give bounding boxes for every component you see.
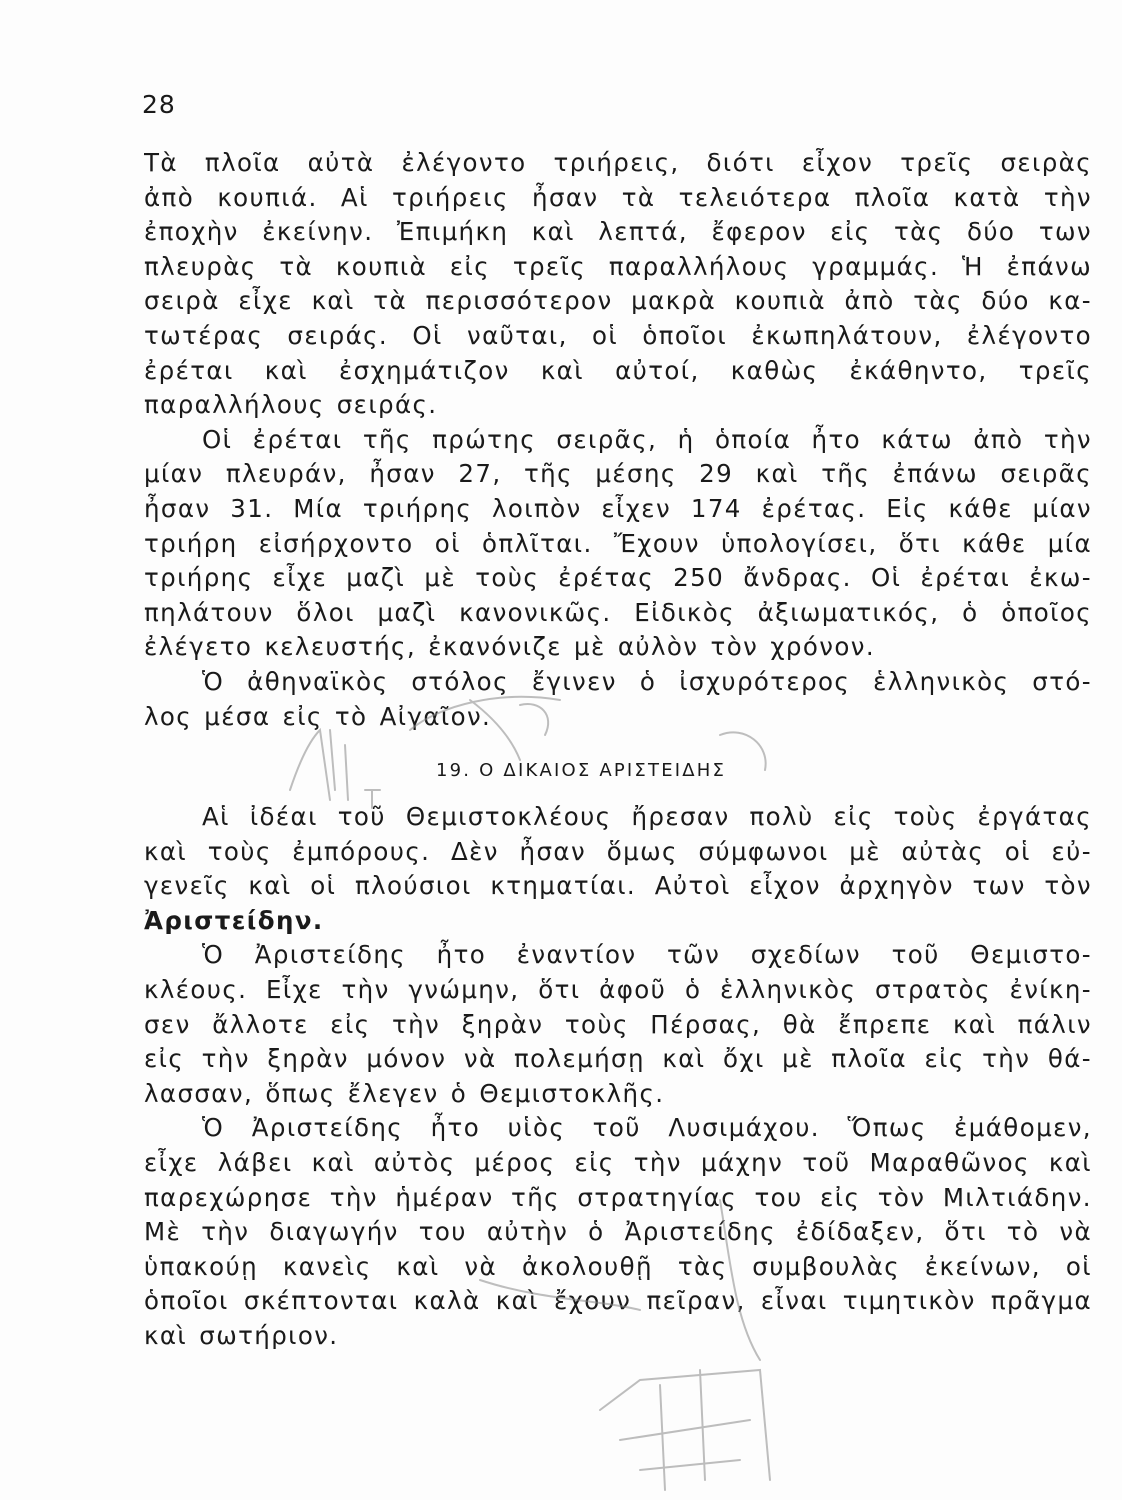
page-number: 28 xyxy=(142,90,176,119)
text-top xyxy=(144,146,1092,734)
text-line: ἦσαν 31. Μία τριήρης λοιπὸν εἶχεν 174 ἐρέτας. Εἰς κάθε μίαν xyxy=(144,493,1092,523)
text-line: εἰς τὴν ξηρὰν μόνον νὰ πολεμήσῃ καὶ ὄχι μὲ πλοῖα εἰς τὴν θά- xyxy=(144,1044,1092,1074)
text-line: παραλλήλους σειράς. xyxy=(144,390,438,420)
text-line: Τὰ πλοῖα αὐτὰ ἐλέγοντο τριήρεις, διότι εἶχον τρεῖς σειρὰς xyxy=(144,148,1092,177)
text-line: γενεῖς καὶ οἱ πλούσιοι κτηματίαι. Αὐτοὶ εἶχον ἀρχηγὸν των τὸν xyxy=(144,871,1092,901)
text-line: σειρὰ εἶχε καὶ τὰ περισσότερον μακρὰ κουπιὰ ἀπὸ τὰς δύο κα- xyxy=(144,286,1092,316)
text-line: πηλάτουν ὅλοι μαζὶ κανονικῶς. Εἰδικὸς ἀξιωματικός, ὁ ὁποῖος xyxy=(144,597,1092,627)
text-line: καὶ τοὺς ἐμπόρους. Δὲν ἦσαν ὅμως σύμφωνοι μὲ αὐτὰς οἱ εὐ- xyxy=(144,836,1092,866)
text-line: λασσαν, ὅπως ἔλεγεν ὁ Θεμιστοκλῆς. xyxy=(144,1078,665,1108)
text-line: ἐρέται καὶ ἐσχημάτιζον καὶ αὐτοί, καθὼς ἐκάθηντο, τρεῖς xyxy=(144,355,1092,385)
text-line: μίαν πλευράν, ἦσαν 27, τῆς μέσης 29 καὶ τῆς ἐπάνω σειρᾶς xyxy=(144,459,1092,489)
text-line: εἶχε λάβει καὶ αὐτὸς μέρος εἰς τὴν μάχην τοῦ Μαραθῶνος καὶ xyxy=(144,1147,1092,1177)
text-line: πλευρὰς τὰ κουπιὰ εἰς τρεῖς παραλλήλους γραμμάς. Ἡ ἐπάνω xyxy=(144,251,1092,281)
text-line: τριήρη εἰσήρχοντο οἱ ὁπλῖται. Ἔχουν ὑπολογίσει, ὅτι κάθε μία xyxy=(144,528,1092,558)
text-line: καὶ σωτήριον. xyxy=(144,1320,339,1350)
text-line: τωτέρας σειράς. Οἱ ναῦται, οἱ ὁποῖοι ἐκωπηλάτουν, ἐλέγοντο xyxy=(144,320,1092,350)
text-line: Οἱ ἐρέται τῆς πρώτης σειρᾶς, ἡ ὁποία ἦτο κάτω ἀπὸ τὴν xyxy=(202,424,1092,454)
text-bottom xyxy=(144,800,1092,1354)
bold-name: Ἀριστείδην. xyxy=(144,905,324,935)
text-line: Αἱ ἰδέαι τοῦ Θεμιστοκλέους ἤρεσαν πολὺ εἰς τοὺς ἐργάτας xyxy=(202,802,1092,831)
text-line: τριήρης εἶχε μαζὶ μὲ τοὺς ἐρέτας 250 ἄνδρας. Οἱ ἐρέται ἐκω- xyxy=(144,563,1092,593)
text-line: παρεχώρησε τὴν ἡμέραν τῆς στρατηγίας του εἰς τὸν Μιλτιάδην. xyxy=(144,1182,1092,1212)
text-line: κλέους. Εἶχε τὴν γνώμην, ὅτι ἀφοῦ ὁ ἑλληνικὸς στρατὸς ἐνίκη- xyxy=(144,974,1092,1004)
text-line: ἐλέγετο κελευστής, ἐκανόνιζε μὲ αὐλὸν τὸν χρόνον. xyxy=(144,632,876,662)
text-line: Ὁ ἀθηναϊκὸς στόλος ἔγινεν ὁ ἰσχυρότερος ἑλληνικὸς στό- xyxy=(202,666,1092,696)
text-line: Ὁ Ἀριστείδης ἦτο ἐναντίον τῶν σχεδίων τοῦ Θεμιστο- xyxy=(202,940,1092,970)
section-heading: 19. Ο ΔΙΚΑΙΟΣ ΑΡΙΣΤΕΙΔΗΣ xyxy=(436,760,727,781)
text-line: ὁποῖοι σκέπτονται καλὰ καὶ ἔχουν πεῖραν, εἶναι τιμητικὸν πρᾶγμα xyxy=(144,1286,1092,1316)
text-line: λος μέσα εἰς τὸ Αἰγαῖον. xyxy=(144,701,492,731)
text-line: σεν ἄλλοτε εἰς τὴν ξηρὰν τοὺς Πέρσας, θὰ ἔπρεπε καὶ πάλιν xyxy=(144,1009,1092,1039)
text-line: Μὲ τὴν διαγωγήν του αὐτὴν ὁ Ἀριστείδης ἐδίδαξεν, ὅτι τὸ νὰ xyxy=(144,1217,1092,1247)
text-line: ὑπακούῃ κανεὶς καὶ νὰ ἀκολουθῇ τὰς συμβουλὰς ἐκείνων, οἱ xyxy=(144,1251,1092,1281)
text-line: ἐποχὴν ἐκείνην. Ἐπιμήκη καὶ λεπτά, ἔφερον εἰς τὰς δύο των xyxy=(144,217,1092,247)
text-line: ἀπὸ κουπιά. Αἱ τριήρεις ἦσαν τὰ τελειότερα πλοῖα κατὰ τὴν xyxy=(144,182,1092,212)
text-line: Ὁ Ἀριστείδης ἦτο υἱὸς τοῦ Λυσιμάχου. Ὅπως ἐμάθομεν, xyxy=(202,1113,1092,1143)
